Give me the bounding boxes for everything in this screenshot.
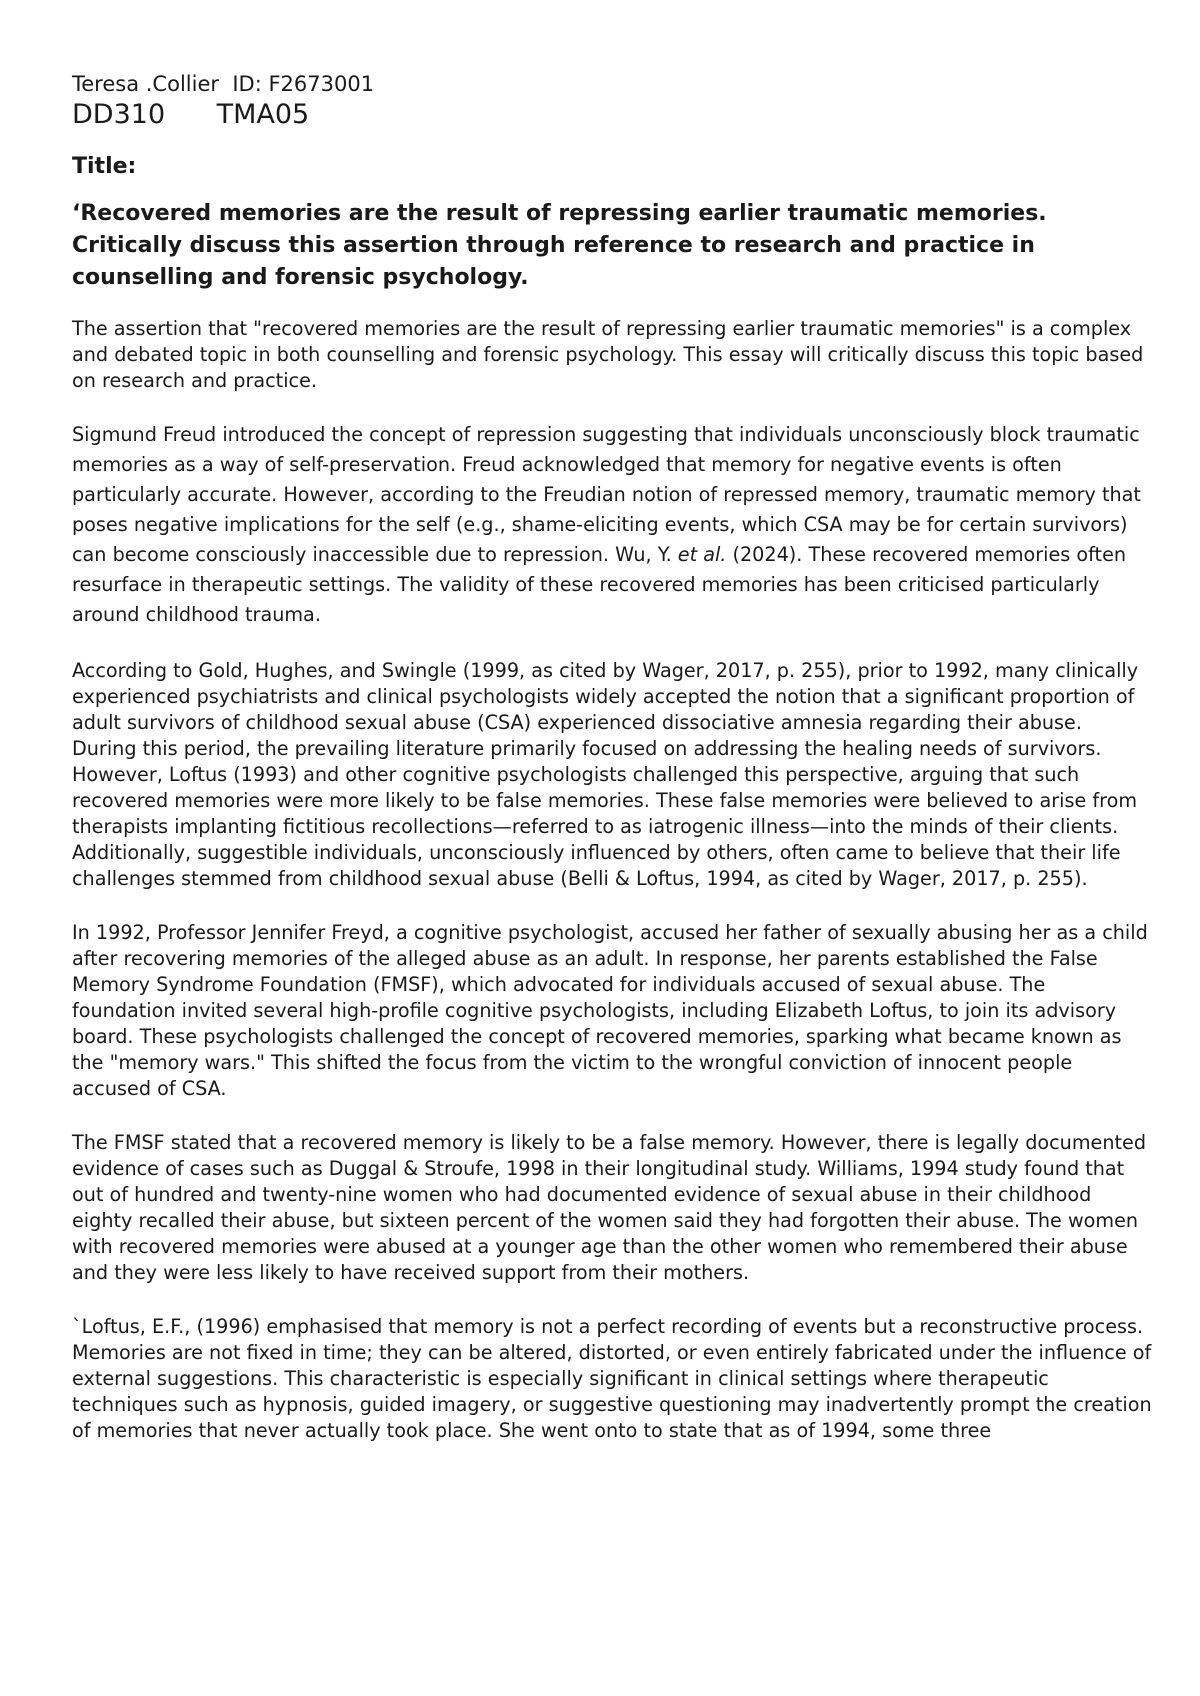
paragraph-loftus: `Loftus, E.F., (1996) emphasised that memory is not a perfect recording of events but a reconstructive process. Memories are not fixed in time; they can be altered, distorted, or even entirely fabricated under the influence of external suggestions. This characteristic is especially significant in clinical settings where therapeutic techniques such as hypnosis, guided imagery, or suggestive questioning may inadvertently prompt the creation of memories that never actually took place. She went onto to state that as of 1994, some three <box>72 1315 1152 1442</box>
paragraph-freud <box>72 420 1152 630</box>
course-code-line: DD310 TMA05 <box>72 99 310 130</box>
paragraph-freud-italic: et al. <box>677 543 727 566</box>
paragraph-intro: The assertion that "recovered memories are the result of repressing earlier traumatic memories" is a complex and debated topic in both counselling and forensic psychology. This essay will critically discuss this topic based on research and practice. <box>72 317 1144 392</box>
student-id-line: Teresa .Collier ID: F2673001 <box>72 72 375 96</box>
essay-title: ‘Recovered memories are the result of repressing earlier traumatic memories. Critically discuss this assertion through reference to research and practice in counselling and forensic psychology. <box>72 201 1047 290</box>
document-page <box>72 70 1152 1444</box>
paragraph-gold-hughes: According to Gold, Hughes, and Swingle (1999, as cited by Wager, 2017, p. 255), prior to 1992, many clinically experienced psychiatrists and clinical psychologists widely accepted the notion that a significant proportion of adult survivors of childhood sexual abuse (CSA) experienced dissociative amnesia regarding their abuse. During this period, the prevailing literature primarily focused on addressing the healing needs of survivors. However, Loftus (1993) and other cognitive psychologists challenged this perspective, arguing that such recovered memories were more likely to be false memories. These false memories were believed to arise from therapists implanting fictitious recollections—referred to as iatrogenic illness—into the minds of their clients. Additionally, suggestible individuals, unconsciously influenced by others, often came to believe that their life challenges stemmed from childhood sexual abuse (Belli & Loftus, 1994, as cited by Wager, 2017, p. 255). <box>72 659 1139 890</box>
paragraph-freyd: In 1992, Professor Jennifer Freyd, a cognitive psychologist, accused her father of sexually abusing her as a child after recovering memories of the alleged abuse as an adult. In response, her parents established the False Memory Syndrome Foundation (FMSF), which advocated for individuals accused of sexual abuse. The foundation invited several high-profile cognitive psychologists, including Elizabeth Loftus, to join its advisory board. These psychologists challenged the concept of recovered memories, sparking what became known as the "memory wars." This shifted the focus from the victim to the wrongful conviction of innocent people accused of CSA. <box>72 921 1148 1100</box>
paragraph-freud-text-a: Sigmund Freud introduced the concept of repression suggesting that individuals unconsciously block traumatic memories as a way of self-preservation. Freud acknowledged that memory for negative events is often particularly accurate. However, according to the Freudian notion of repressed memory, traumatic memory that poses negative implications for the self (e.g., shame-eliciting events, which CSA may be for certain survivors) can become consciously inaccessible due to repression. Wu, Y. <box>72 423 1141 566</box>
paragraph-freud-text-b: (2024). These recovered memories often resurface in therapeutic settings. The validity of these recovered memories has been criticised particularly around childhood trauma. <box>72 543 1127 626</box>
title-label: Title: <box>72 154 137 179</box>
paragraph-fmsf: The FMSF stated that a recovered memory is likely to be a false memory. However, there is legally documented evidence of cases such as Duggal & Stroufe, 1998 in their longitudinal study. Williams, 1994 study found that out of hundred and twenty-nine women who had documented evidence of sexual abuse in their childhood eighty recalled their abuse, but sixteen percent of the women said they had forgotten their abuse. The women with recovered memories were abused at a younger age than the other women who remembered their abuse and they were less likely to have received support from their mothers. <box>72 1131 1147 1284</box>
